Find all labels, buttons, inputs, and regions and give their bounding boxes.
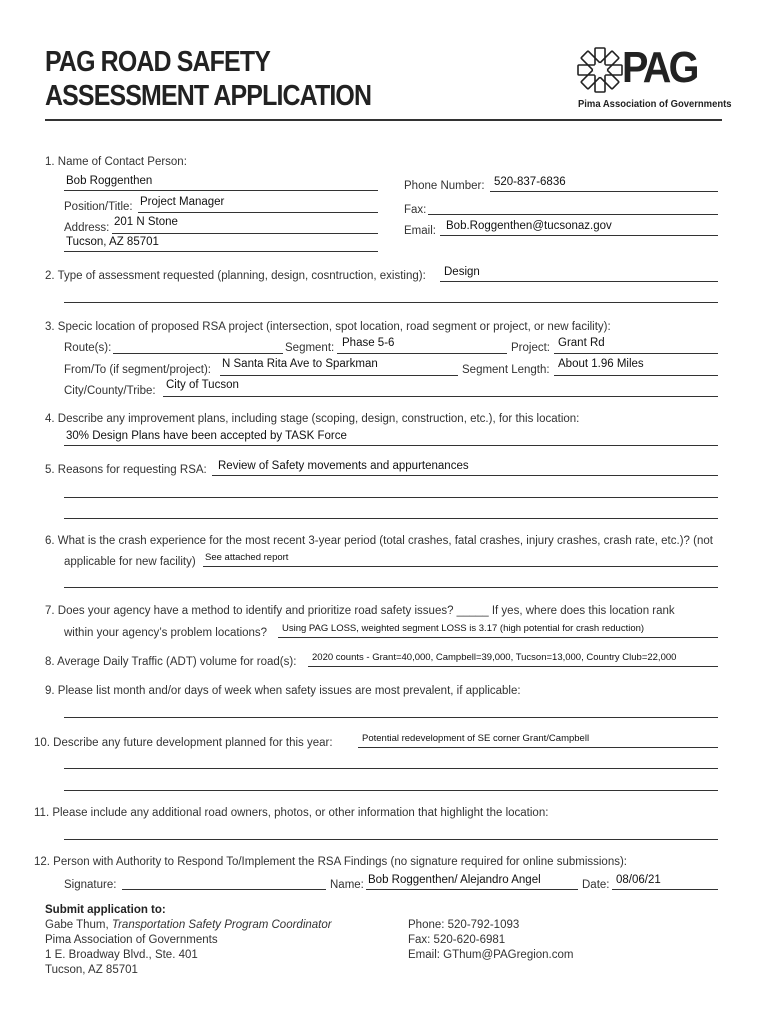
q4-label: 4. Describe any improvement plans, including stage (scoping, design, construction, etc.), for this location: bbox=[45, 413, 580, 425]
assessment-type-value: Design bbox=[444, 266, 480, 278]
address-line2-value: Tucson, AZ 85701 bbox=[66, 236, 159, 248]
safety-issue-timing-field[interactable] bbox=[64, 717, 718, 718]
improvement-plans-value: 30% Design Plans have been accepted by TASK Force bbox=[66, 430, 347, 442]
submit-block bbox=[45, 903, 332, 978]
contact-name-value: Bob Roggenthen bbox=[66, 175, 153, 187]
improvement-plans-field[interactable] bbox=[64, 445, 718, 446]
rsa-reasons-field-2[interactable] bbox=[64, 497, 718, 498]
fax-field[interactable] bbox=[428, 214, 718, 215]
address-field-1[interactable] bbox=[112, 233, 378, 234]
fax-label: Fax: bbox=[404, 204, 427, 216]
q10-label: 10. Describe any future development planned for this year: bbox=[34, 737, 333, 749]
q9-label: 9. Please list month and/or days of week when safety issues are most prevalent, if applicable: bbox=[45, 685, 521, 697]
adt-volume-value: 2020 counts - Grant=40,000, Campbell=39,000, Tucson=13,000, Country Club=22,000 bbox=[312, 652, 677, 663]
project-value: Grant Rd bbox=[558, 337, 605, 349]
city-address: Tucson, AZ 85701 bbox=[45, 964, 138, 976]
position-value: Project Manager bbox=[140, 196, 225, 208]
routes-label: Route(s): bbox=[64, 342, 112, 354]
future-development-field-3[interactable] bbox=[64, 790, 718, 791]
address-line1-value: 201 N Stone bbox=[114, 216, 178, 228]
name-label: Name: bbox=[330, 879, 364, 891]
position-field[interactable] bbox=[138, 212, 378, 213]
address-label: Address: bbox=[64, 222, 110, 234]
contact-name-field[interactable] bbox=[64, 190, 378, 191]
submit-heading: Submit application to: bbox=[45, 904, 166, 916]
rsa-reasons-value: Review of Safety movements and appurtenances bbox=[218, 460, 469, 472]
segment-value: Phase 5-6 bbox=[342, 337, 395, 349]
segment-label: Segment: bbox=[285, 342, 335, 354]
date-value: 08/06/21 bbox=[616, 874, 661, 886]
q5-label: 5. Reasons for requesting RSA: bbox=[45, 464, 207, 476]
routes-field[interactable] bbox=[113, 353, 283, 354]
coordinator-name: Gabe Thum, bbox=[45, 919, 109, 931]
phone-value: 520-837-6836 bbox=[494, 176, 566, 188]
assessment-type-field[interactable] bbox=[440, 281, 718, 282]
address-field-2[interactable] bbox=[64, 251, 378, 252]
rsa-reasons-field[interactable] bbox=[212, 475, 718, 476]
logo-subtitle: Pima Association of Governments bbox=[578, 98, 732, 110]
assessment-type-field-2[interactable] bbox=[64, 302, 718, 303]
email-field[interactable] bbox=[440, 235, 718, 236]
segment-field[interactable] bbox=[337, 353, 507, 354]
coordinator-title: Transportation Safety Program Coordinator bbox=[111, 919, 332, 931]
signature-label: Signature: bbox=[64, 879, 117, 891]
email-value: Bob.Roggenthen@tucsonaz.gov bbox=[446, 220, 612, 232]
crash-experience-value: See attached report bbox=[205, 552, 289, 563]
q7-label-line1: 7. Does your agency have a method to identify and prioritize road safety issues? _____ If yes, where does this location rank bbox=[45, 605, 675, 617]
q11-label: 11. Please include any additional road owners, photos, or other information that highlight the location: bbox=[34, 807, 549, 819]
additional-info-field[interactable] bbox=[64, 839, 718, 840]
header-divider bbox=[45, 119, 722, 121]
fromto-label: From/To (if segment/project): bbox=[64, 364, 211, 376]
contact-block bbox=[408, 918, 573, 963]
date-label: Date: bbox=[582, 879, 610, 891]
project-label: Project: bbox=[511, 342, 550, 354]
problem-location-rank-field[interactable] bbox=[278, 637, 718, 638]
footer-email: Email: GThum@PAGregion.com bbox=[408, 949, 574, 961]
q2-label: 2. Type of assessment requested (planning, design, cosntruction, existing): bbox=[45, 270, 426, 282]
page-title-line1: PAG ROAD SAFETY bbox=[45, 46, 270, 78]
segment-length-value: About 1.96 Miles bbox=[558, 358, 644, 370]
city-label: City/County/Tribe: bbox=[64, 385, 156, 397]
signature-field[interactable] bbox=[122, 889, 326, 890]
city-field[interactable] bbox=[163, 396, 718, 397]
email-label: Email: bbox=[404, 225, 436, 237]
segment-length-field[interactable] bbox=[554, 375, 718, 376]
future-development-field-2[interactable] bbox=[64, 768, 718, 769]
authority-name-value: Bob Roggenthen/ Alejandro Angel bbox=[368, 874, 541, 886]
footer-fax: Fax: 520-620-6981 bbox=[408, 934, 506, 946]
fromto-value: N Santa Rita Ave to Sparkman bbox=[222, 358, 378, 370]
q1-label: 1. Name of Contact Person: bbox=[45, 156, 187, 168]
footer-phone: Phone: 520-792-1093 bbox=[408, 919, 520, 931]
org-name: Pima Association of Governments bbox=[45, 934, 218, 946]
q7-label-line2: within your agency’s problem locations? bbox=[64, 627, 268, 639]
project-field[interactable] bbox=[554, 353, 718, 354]
street-address: 1 E. Broadway Blvd., Ste. 401 bbox=[45, 949, 198, 961]
q8-label: 8. Average Daily Traffic (ADT) volume for road(s): bbox=[45, 656, 297, 668]
city-value: City of Tucson bbox=[166, 379, 239, 391]
authority-name-field[interactable] bbox=[366, 889, 578, 890]
pag-logo-text: PAG bbox=[622, 43, 697, 92]
phone-label: Phone Number: bbox=[404, 180, 485, 192]
q12-label: 12. Person with Authority to Respond To/Implement the RSA Findings (no signature required for online submissions): bbox=[34, 856, 627, 868]
adt-volume-field[interactable] bbox=[308, 666, 718, 667]
future-development-field[interactable] bbox=[358, 747, 718, 748]
segment-length-label: Segment Length: bbox=[462, 364, 550, 376]
date-field[interactable] bbox=[612, 889, 718, 890]
fromto-field[interactable] bbox=[220, 375, 458, 376]
pag-star-icon bbox=[576, 46, 624, 94]
problem-location-rank-value: Using PAG LOSS, weighted segment LOSS is 3.17 (high potential for crash reduction) bbox=[282, 623, 645, 634]
page-title-line2: ASSESSMENT APPLICATION bbox=[45, 80, 372, 112]
q6-label-line1: 6. What is the crash experience for the most recent 3-year period (total crashes, fatal crashes, injury crashes, crash rate, etc.)? (not bbox=[45, 535, 713, 547]
phone-field[interactable] bbox=[490, 191, 718, 192]
q6-label-line2: applicable for new facility) bbox=[64, 556, 196, 568]
future-development-value: Potential redevelopment of SE corner Grant/Campbell bbox=[362, 733, 590, 744]
crash-experience-field-2[interactable] bbox=[64, 587, 718, 588]
position-label: Position/Title: bbox=[64, 201, 133, 213]
rsa-reasons-field-3[interactable] bbox=[64, 518, 718, 519]
q3-label: 3. Specic location of proposed RSA project (intersection, spot location, road segment or project, or new facility): bbox=[45, 321, 611, 333]
crash-experience-field[interactable] bbox=[203, 566, 718, 567]
